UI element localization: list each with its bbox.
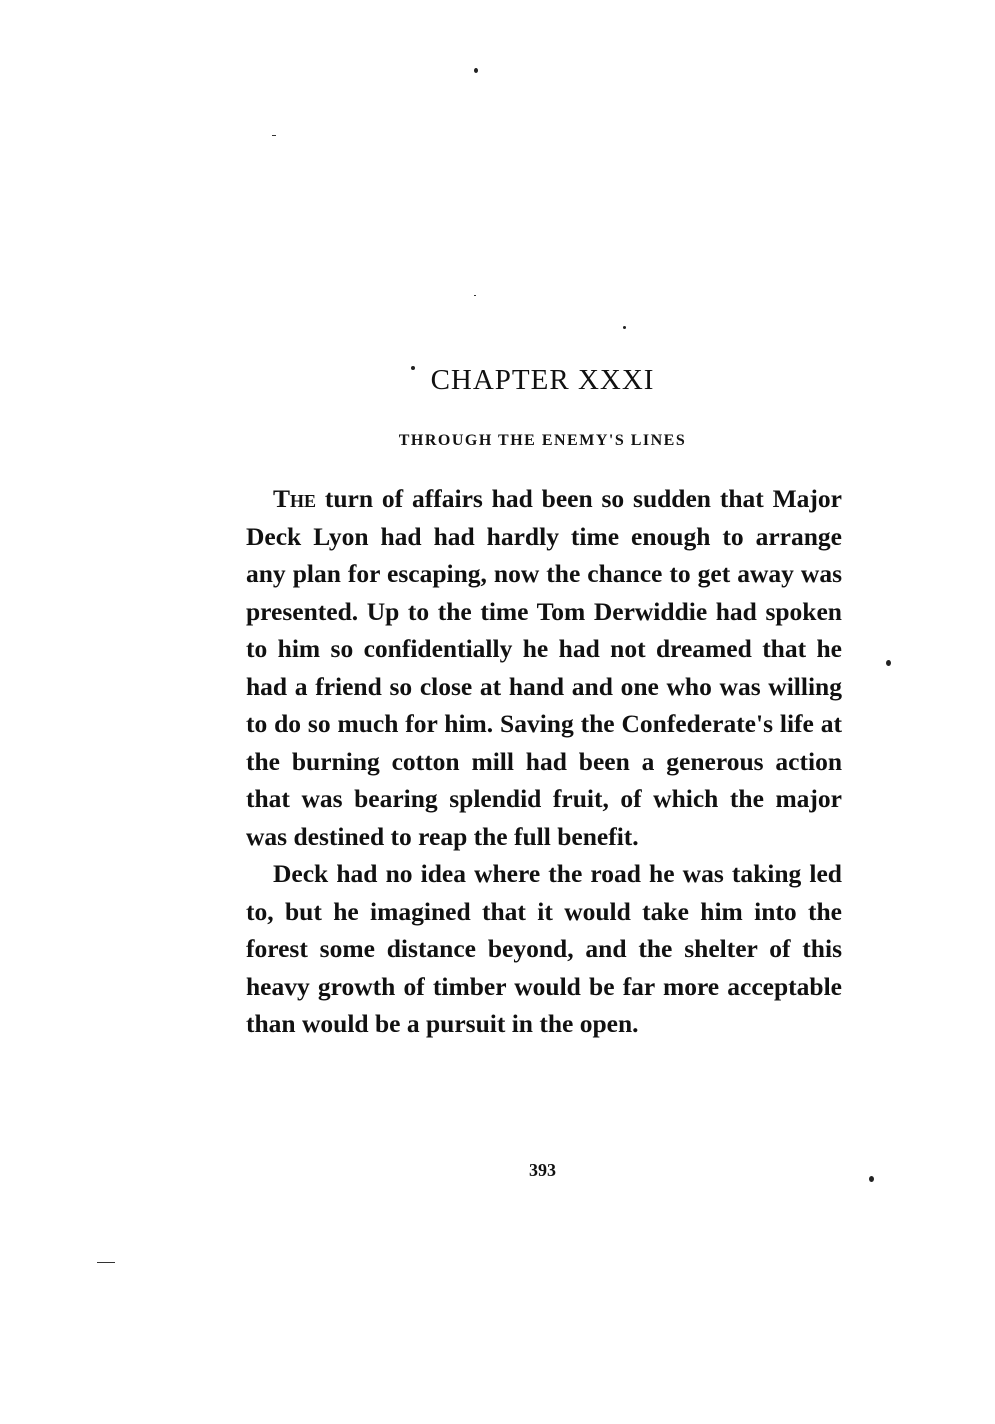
- paragraph: [246, 855, 842, 1043]
- paragraph-text: turn of affairs had been so sudden that Major Deck Lyon had had hardly time enough to arrange any plan for escaping, now the chance to get away was presented. Up to the time Tom Derwiddie had spoken to him so confidentially he had not dreamed that he had a friend so close at hand and one who was willing to do so much for him. Saving the Confederate's life at the burning cotton mill had been a generous action that was bearing splendid fruit, of which the major was destined to reap the full benefit.: [246, 484, 842, 851]
- ink-mark: [272, 135, 276, 136]
- chapter-subtitle: THROUGH THE ENEMY'S LINES: [398, 432, 687, 449]
- page-number: 393: [529, 1160, 556, 1180]
- ink-speck: [474, 68, 478, 73]
- ink-speck: [886, 660, 891, 666]
- paragraph: [246, 480, 842, 855]
- paragraph-text: Deck had no idea where the road he was taking led to, but he imagined that it would take him into the forest some distance beyond, and the shelter of this heavy growth of timber would be far more acceptable than would be a pursuit in the open.: [246, 859, 842, 1038]
- chapter-body: [246, 480, 842, 1043]
- ink-mark: [97, 1262, 115, 1263]
- paragraph-lead-word: The: [273, 484, 317, 513]
- chapter-title: CHAPTER XXXI: [430, 364, 655, 396]
- ink-speck: [623, 326, 626, 329]
- ink-mark: [474, 295, 476, 296]
